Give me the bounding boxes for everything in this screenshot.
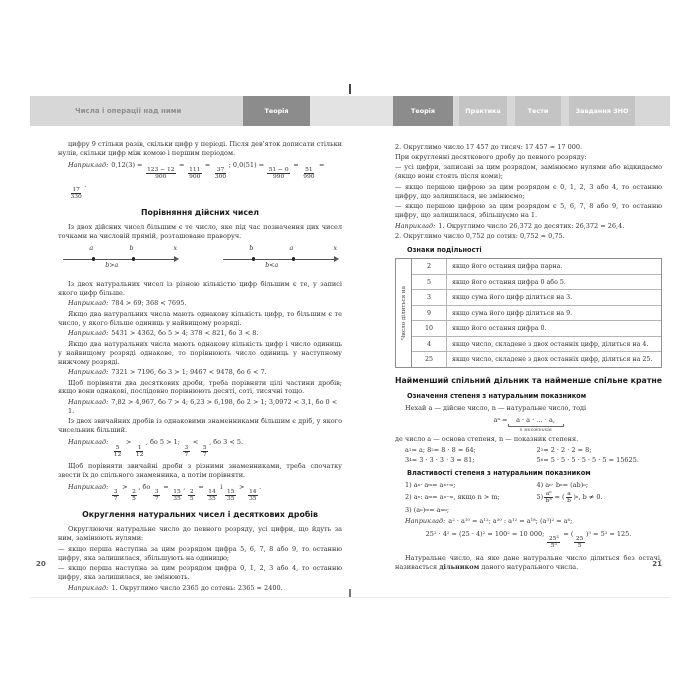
example-label: Наприклад: (68, 299, 109, 308)
page-number-right: 21 (652, 560, 662, 568)
example-same-digit-count (58, 329, 342, 338)
rule: якщо сума його цифр ділиться на 3. (452, 294, 573, 302)
paragraph-digit-count: Із двох натуральних чисел із різною кількістю цифр більшим є те, у записі якого цифр більше. (58, 279, 342, 297)
formula-power-examples-2: $25^2 \cdot 4^2 = (25 \cdot 4)^2 = 100^2 = 10$ 000; $\frac{\text{25³}}{\text{5³}}$ = ( $\frac{25}{5}$ )$^3 = 5^3 = 125$. (425, 530, 632, 550)
bullet-drop-digits: — усі цифри, записані за цим розрядом, замінюємо нулями або відкидаємо (якщо вони стоять після коми); (395, 163, 662, 181)
product-expression: a · a · … · a, (516, 415, 555, 424)
table-row (412, 306, 661, 322)
axis-arrow (334, 256, 339, 262)
axis-label: x (333, 244, 337, 252)
page-bottom-edge (30, 597, 670, 598)
bullet-increase-digit: — якщо першою цифрою за цим розрядом є 5, 6, 7, 8 або 9, то останню цифру, що залишилася, збільшуємо на 1. (395, 202, 662, 220)
example-label: Наприклад: (395, 221, 436, 230)
formula-same-denominator: $\frac{5}{12}$ > $\frac{1}{12}$ , бо 5 > 1; $\frac{3}{7}$ < $\frac{5}{7}$ , бо 3 < 5. (113, 438, 244, 458)
tab-theory[interactable]: Теорія (393, 96, 453, 126)
number-line-b-greater-a (61, 245, 179, 275)
example-text: 7321 > 7196, бо 3 > 1; 9467 < 9478, бо 6 < 7. (111, 368, 267, 377)
divisor: 3 (412, 290, 447, 305)
point-label: b (129, 244, 134, 252)
bullet-rounding-keep: — якщо перша наступна за цим розрядом цифра 0, 1, 2, 3 або 4, то останню цифру, яка залишилася, не змінюють. (58, 564, 342, 582)
rule: якщо його остання цифра 0 або 5. (452, 278, 566, 286)
axis-label: x (173, 244, 177, 252)
right-page (395, 141, 662, 573)
paragraph-power-intro: Нехай a — дійсне число, n — натуральне число, тоді (405, 403, 587, 412)
point-dot (132, 257, 136, 261)
point-dot (252, 257, 256, 261)
point-dot (292, 257, 296, 261)
divisor: 9 (412, 306, 447, 321)
example-label: Наприклад: (68, 368, 109, 377)
number-line-b-less-a (221, 245, 339, 275)
rule: якщо його остання цифра 0. (452, 325, 547, 333)
paragraph-decimal-comparison: Щоб порівняти два десяткових дроби, треба порівняти цілі частини дробів; якщо вони однакові, послідовно порівнюють десяті, соті, тисячні тощо. (58, 378, 342, 396)
example-label: Наприклад: (68, 482, 109, 491)
axis-line (63, 259, 174, 260)
power-example: 5 6 = 5 · 5 · 5 · 5 · 5 · 5 = 15625. (536, 455, 639, 464)
example-label: Наприклад: (68, 583, 109, 592)
example-digit-count (58, 299, 342, 308)
power-example: 2 3 = 2 · 2 · 2 = 8; (536, 445, 592, 454)
example-label: Наприклад: (405, 517, 446, 526)
diagram-caption: b>a (105, 262, 119, 270)
table-row (412, 259, 661, 275)
divisibility-section (395, 246, 662, 368)
formula-period-fractions: 0,12(3) = $\frac{123 - 12}{900}$ = $\frac{111}{900}$ = $\frac{37}{300}$ ; 0,0(51) = $\frac{51 - 0}{990}$ = $\frac{51}{990}$ = $\frac{17}{330}$ . (70, 160, 325, 200)
property-3: 3) (a n ) m = a nm ; (405, 506, 450, 515)
example-decimal-comparison (58, 398, 342, 416)
example-label: Наприклад: (68, 329, 109, 338)
heading-gcd-lcm: Найменший спільний дільник та найменше спільне кратне (395, 375, 663, 385)
rule: якщо число, складене з двох останніх цифр, ділиться на 25. (452, 356, 653, 364)
formula-different-denominator: $\frac{3}{7}$ > $\frac{2}{5}$ , бо $\frac{3}{7}$ = $\frac{15}{35}$ , $\frac{2}{5}$ = $\frac{14}{35}$ і $\frac{15}{35}$ > $\frac{14}{35}$ . (113, 482, 262, 503)
paragraph-base-exponent: де число a — основа степеня, n — показник степеня. (395, 434, 579, 443)
braced-product (508, 416, 564, 433)
example-label: Наприклад: (68, 438, 109, 447)
table-row (412, 321, 661, 337)
example-text: 5431 > 4362, бо 5 > 4; 378 < 821, бо 3 < 8. (111, 329, 259, 338)
paragraph-rounding-rule: Округлюючи натуральне число до певного розряду, усі цифри, що йдуть за ним, замінюють нулями: (58, 525, 342, 543)
power-definition-formula (395, 416, 662, 433)
point-label: a (89, 244, 94, 252)
paragraph-decimal-rounding-intro: При округленні десяткового дробу до певного розряду: (395, 152, 587, 161)
paragraph-same-denominator: Із двох звичайних дробів із однаковими знаменниками більшим є дріб, у якого чисельник більший. (58, 417, 342, 435)
divisor: 10 (412, 321, 447, 336)
paragraph-different-denominator: Щоб порівняти звичайні дроби з різними знаменниками, треба спочатку звести їх до спільного знаменника, а потім порівняти. (58, 461, 342, 479)
power-properties (395, 481, 662, 514)
paragraph-divisor-definition: Натуральне число, на яке дане натуральне число ділиться без остачі, називається дільником даного натурального числа. (395, 553, 662, 571)
property-2: 2) a n : a m = a n−m , якщо n > m; (405, 493, 500, 502)
power-example: 3 4 = 3 · 3 · 3 · 3 = 81; (405, 455, 475, 464)
paragraph-next-lower-place: Якщо два натуральних числа мають однакову кількість цифр і число одиниць у найвищому розряді однакове, то порівнюють число одиниць у наступному нижчому розряді. (58, 339, 342, 366)
left-page (58, 140, 342, 594)
paragraph-period-fractions: цифру 9 стільки разів, скільки цифр у періоді. Після дев’яток дописати стільки нулів, скільки цифр між комою і першим періодом. (58, 140, 342, 157)
point-label: a (289, 244, 294, 252)
example-rounding-hundreds (58, 584, 342, 593)
property-5: 5) $\frac{\text{aⁿ}}{\text{bⁿ}}$ = ( $\frac{a}{b}$ ) n , b ≠ 0. (536, 490, 603, 504)
paragraph-real-numbers-line: Із двох дійсних чисел більшим є те число, яке під час позначення цих чисел точками на числовій прямій, розташоване праворуч. (58, 222, 342, 240)
side-header-text: Число ділиться на (400, 286, 407, 341)
divisor: 2 (412, 259, 447, 274)
example-text: 1. Округлимо число 2365 до сотень: 2365 ≈ 2400. (111, 583, 283, 592)
example-text: 1. Округлимо число 26,372 до десятих: 26,372 ≈ 26,4. (438, 221, 625, 230)
table-row (412, 337, 661, 353)
rule: якщо число, складене з двох останніх цифр, ділиться на 4. (452, 340, 649, 348)
right-page-header (393, 96, 670, 126)
tab-practice[interactable]: Практика (459, 96, 507, 126)
example-label: Наприклад: (68, 160, 109, 169)
bullet-rounding-up: — якщо перша наступна за цим розрядом цифра 5, 6, 7, 8 або 9, то останню цифру, яка залишилася, збільшують на одиницю; (58, 544, 342, 562)
axis-line (223, 259, 334, 260)
heading-power-definition: Означення степеня з натуральним показником (407, 391, 587, 400)
property-1: 1) a n · a m = a n+m ; (405, 480, 456, 489)
fold-mark-bottom (349, 589, 351, 597)
example-same-denominator (58, 438, 342, 458)
tab-tests[interactable]: Тести (515, 96, 561, 126)
heading-power-properties: Властивості степеня з натуральним показником (407, 468, 591, 477)
axis-arrow (174, 256, 179, 262)
point-label: b (249, 244, 254, 252)
table-rows (412, 259, 661, 367)
divisor: 4 (412, 337, 447, 352)
table-row (412, 290, 661, 306)
table-side-header (396, 259, 412, 367)
power-examples (395, 446, 662, 464)
bullet-keep-digit: — якщо першою цифрою за цим розрядом є 0, 1, 2, 3 або 4, то останню цифру, що залишилася, не змінюємо; (395, 182, 662, 200)
page-gutter (310, 96, 393, 126)
underbrace-caption: n множників (519, 427, 552, 433)
header-band (30, 96, 670, 126)
tab-theory-left[interactable]: Теорія (243, 96, 310, 126)
heading-divisibility: Ознаки подільності (407, 246, 482, 255)
divisibility-table (395, 258, 662, 368)
rule: якщо його остання цифра парна. (452, 263, 563, 271)
property-4: 4) a n · b n = (ab) n ; (536, 480, 589, 489)
example-label: Наприклад: (68, 397, 109, 406)
rule: якщо сума його цифр ділиться на 9. (452, 309, 573, 317)
example-period-fractions (58, 161, 342, 200)
heading-comparison-real-numbers: Порівняння дійсних чисел (140, 208, 260, 218)
example-rounding-hundredths: 2. Округлимо число 0,752 до сотих: 0,752 ≈ 0,75. (395, 232, 565, 241)
example-text: 7,82 > 4,967, бо 7 > 4; 6,23 > 6,198, бо 2 > 1; 3,0972 < 3,1, бо 0 < 1. (68, 397, 338, 415)
underbrace (508, 424, 564, 427)
fold-mark-top (349, 84, 351, 94)
page-number-left: 20 (36, 560, 46, 568)
example-different-denominator (58, 483, 342, 503)
diagram-caption: b<a (265, 262, 279, 270)
heading-rounding: Округлення натуральних чисел і десяткових дробів (82, 510, 318, 520)
formula-left-side: $a^n$ = (493, 415, 508, 424)
divisor: 25 (412, 352, 447, 367)
power-example: a 1 = a; 8 2 = 8 · 8 = 64; (405, 445, 476, 454)
chapter-title: Числа і операції над ними (75, 107, 182, 115)
paragraph-same-digit-count: Якщо два натуральних числа мають однакову кількість цифр, то більшим є те число, у якого більше одиниць у найвищому розряді. (58, 309, 342, 327)
example-text: 784 > 69; 368 < 7695. (111, 299, 187, 308)
point-dot (92, 257, 96, 261)
formula-power-examples: $a^2 \cdot a^{10} = a^{12}$; $a^{30}$ : $a^{12} = a^{18}$; $(a^3)^2 = a^6$; (448, 517, 573, 526)
number-line-diagrams (58, 245, 342, 275)
left-page-header (30, 96, 310, 126)
example-power-properties (395, 517, 662, 526)
table-row (412, 275, 661, 291)
example-next-lower-place (58, 368, 342, 377)
example-rounding-thousands: 2. Округлимо число 17 457 до тисяч: 17 457 ≈ 17 000. (395, 142, 583, 151)
tab-zno-tasks[interactable]: Завдання ЗНО (569, 96, 635, 126)
divisor: 5 (412, 275, 447, 290)
example-rounding-tenths (395, 222, 662, 231)
table-row (412, 352, 661, 367)
